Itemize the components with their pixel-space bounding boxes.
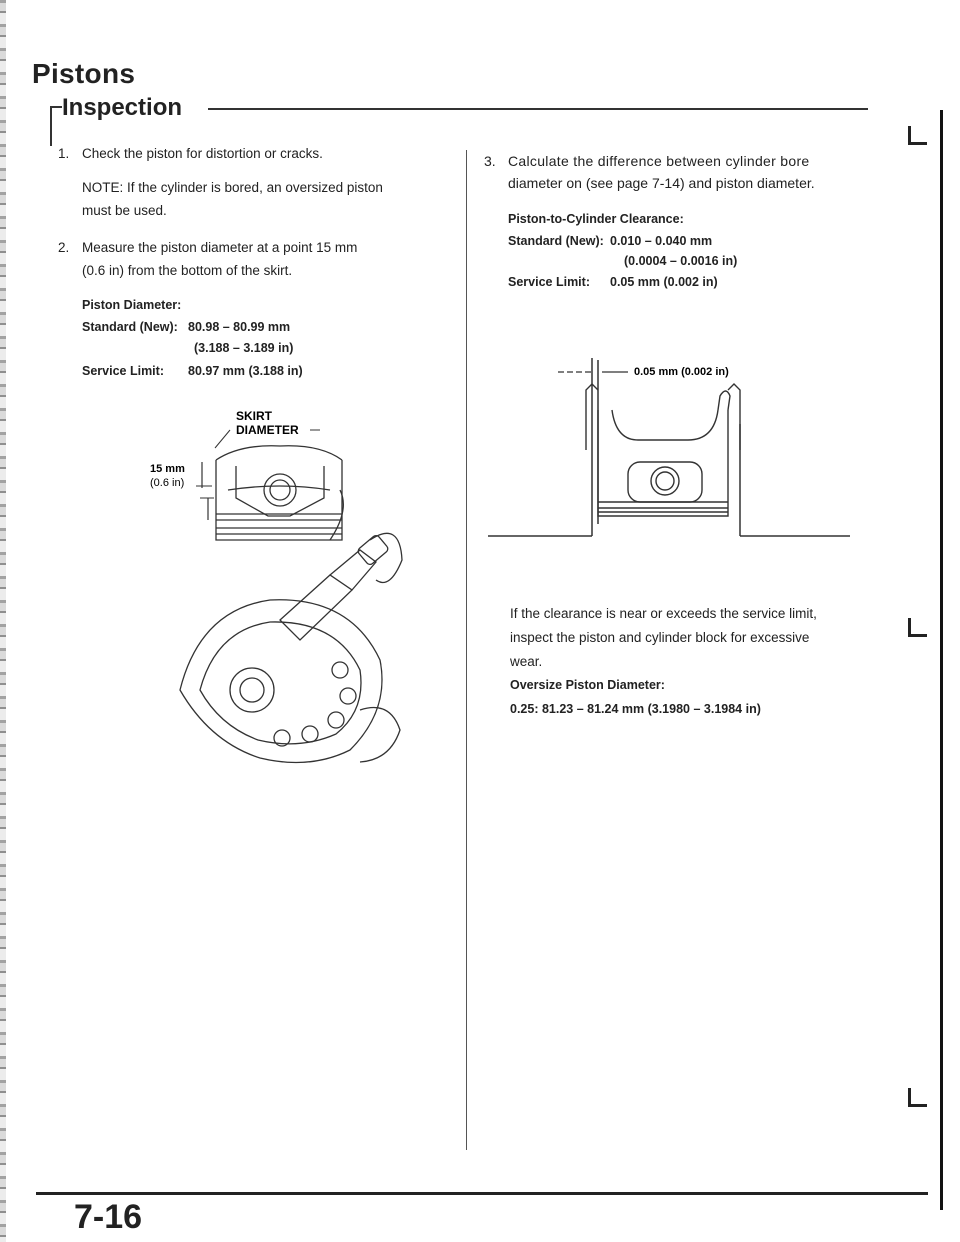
dimension-label-line2: (0.6 in) [150, 477, 185, 489]
spec-heading: Oversize Piston Diameter: [510, 678, 665, 692]
paragraph-line: wear. [510, 654, 543, 669]
spec-label: Standard (New): [508, 234, 604, 248]
step-number: 1. [58, 146, 70, 161]
note-line: must be used. [82, 203, 167, 218]
step-number: 3. [484, 153, 496, 169]
step-text: (0.6 in) from the bottom of the skirt. [82, 263, 293, 278]
dimension-label-line1: 15 mm [150, 463, 185, 475]
page-number: 7-16 [74, 1198, 143, 1236]
spec-value: (0.0004 – 0.0016 in) [624, 254, 738, 268]
step-text: Measure the piston diameter at a point 15 mm [82, 240, 358, 255]
skirt-label-line1: SKIRT [236, 409, 272, 423]
step-text: diameter on (see page 7-14) and piston diameter. [508, 175, 815, 191]
section-bracket-horizontal [50, 106, 62, 108]
spec-value: 0.010 – 0.040 mm [610, 234, 713, 248]
spec-heading: Piston-to-Cylinder Clearance: [508, 212, 684, 226]
oversize-spec [510, 676, 910, 718]
paragraph-line: If the clearance is near or exceeds the service limit, [510, 606, 817, 621]
spec-label: Service Limit: [82, 364, 164, 378]
step-text: Calculate the difference between cylinder bore [508, 153, 810, 169]
page-title: Pistons [32, 58, 136, 89]
piston-drawing [216, 446, 342, 540]
step-text: Check the piston for distortion or cracks. [82, 146, 323, 161]
margin-tab-mark [908, 618, 927, 637]
clearance-paragraph [510, 604, 910, 671]
spec-label: Standard (New): [82, 320, 178, 334]
section-bracket-vertical [50, 106, 52, 146]
piston-micrometer-figure [140, 390, 450, 790]
spec-value: (3.188 – 3.189 in) [194, 341, 294, 355]
spec-value: 0.25: 81.23 – 81.24 mm (3.1980 – 3.1984 in) [510, 702, 761, 716]
spec-value: 80.97 mm (3.188 in) [188, 364, 303, 378]
page-right-rule [940, 110, 943, 1210]
piston-diameter-spec [82, 296, 462, 380]
piston-clearance-figure [488, 340, 858, 560]
spec-value: 0.05 mm (0.002 in) [610, 275, 718, 289]
piston-in-bore-drawing [586, 384, 740, 516]
page-bottom-rule [36, 1192, 928, 1195]
step-number: 2. [58, 240, 70, 255]
micrometer-drawing [180, 490, 402, 763]
page-binding-edge [0, 0, 6, 1242]
section-heading: Inspection [62, 94, 183, 121]
spec-label: Service Limit: [508, 275, 590, 289]
spec-value: 80.98 – 80.99 mm [188, 320, 291, 334]
section-rule [208, 108, 868, 110]
column-divider [466, 150, 467, 1150]
paragraph-line: inspect the piston and cylinder block for excessive [510, 630, 810, 645]
skirt-label-line2: DIAMETER [236, 423, 299, 437]
clearance-spec [508, 210, 908, 291]
note [82, 178, 482, 220]
clearance-label: 0.05 mm (0.002 in) [634, 366, 729, 378]
spec-heading: Piston Diameter: [82, 298, 182, 312]
note-line: NOTE: If the cylinder is bored, an oversized piston [82, 180, 383, 195]
margin-tab-mark [908, 1088, 927, 1107]
margin-tab-mark [908, 126, 927, 145]
